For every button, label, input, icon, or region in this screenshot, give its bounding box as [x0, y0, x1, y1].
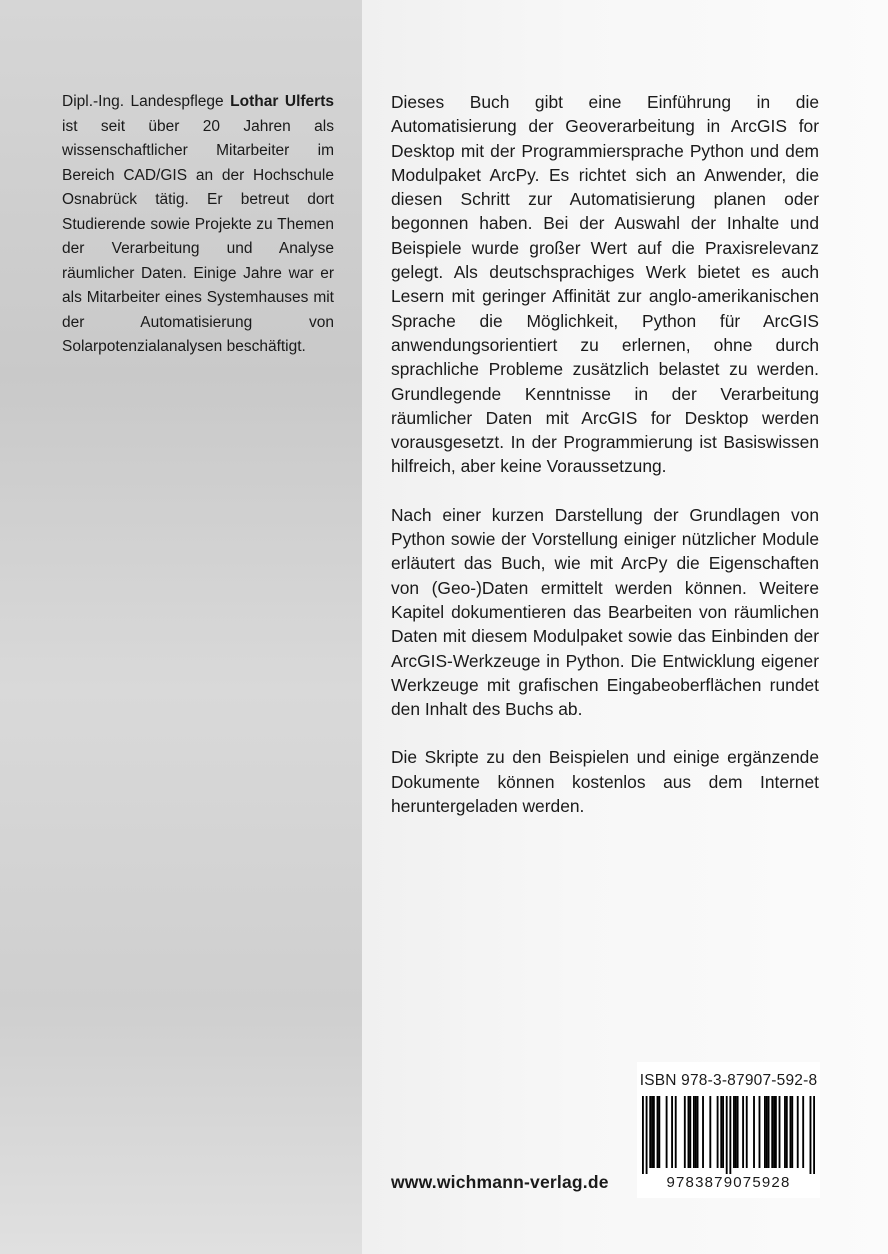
barcode-bar: [657, 1096, 659, 1168]
barcode-bar: [779, 1096, 781, 1168]
barcode-bar: [733, 1096, 735, 1168]
barcode-graphic: [642, 1096, 815, 1174]
author-name: Lothar Ulferts: [230, 93, 334, 110]
barcode-bar: [646, 1096, 648, 1174]
barcode-bar: [642, 1096, 644, 1174]
barcode-bar: [666, 1096, 668, 1168]
book-description: [391, 90, 819, 842]
barcode-bar: [802, 1096, 804, 1168]
barcode-bar: [726, 1096, 728, 1174]
barcode-bar: [693, 1096, 695, 1168]
barcode-bar: [651, 1096, 653, 1168]
barcode-bar: [722, 1096, 724, 1168]
description-paragraph-3: Die Skripte zu den Beispielen und einige ergänzende Dokumente können kostenlos aus dem Internet heruntergeladen werden.: [391, 747, 819, 817]
barcode-bar: [786, 1096, 788, 1168]
barcode-bar: [675, 1096, 677, 1168]
barcode-bar: [773, 1096, 775, 1168]
barcode-bar: [742, 1096, 744, 1168]
barcode-bar: [717, 1096, 719, 1168]
barcode-bar: [775, 1096, 777, 1168]
barcode-number: 9783879075928: [666, 1174, 791, 1191]
barcode-bar: [688, 1096, 690, 1168]
barcode-bar: [810, 1096, 812, 1174]
description-paragraph-1: Dieses Buch gibt eine Einführung in die Automatisierung der Geoverarbeitung in ArcGIS for Desktop mit der Programmiersprache Python und dem Modulpaket ArcPy. Es richtet sich an Anwender, die diesen Schritt zur Automatisierung planen oder begonnen haben. Bei der Auswahl der Inhalte und Beispiele wurde großer Wert auf die Praxisrelevanz gelegt. Als deutschsprachiges Werk bietet es auch Lesern mit geringer Affinität zur anglo-amerikanischen Sprache die Möglichkeit, Python für ArcGIS anwendungsorientiert zu erlernen, ohne durch sprachliche Probleme zusätzlich belastet zu werden. Grundlegende Kenntnisse in der Verarbeitung räumlicher Daten mit ArcGIS for Desktop werden vorausgesetzt. In der Programmierung ist Basiswissen hilfreich, aber keine Voraussetzung.: [391, 92, 819, 477]
barcode-bar: [653, 1096, 655, 1168]
barcode-bar: [720, 1096, 722, 1168]
barcode-bar: [671, 1096, 673, 1168]
author-intro: Dipl.-Ing. Landespflege: [62, 93, 231, 110]
barcode-bar: [702, 1096, 704, 1168]
barcode-bar: [766, 1096, 768, 1168]
barcode-bar: [759, 1096, 761, 1168]
barcode-bar: [737, 1096, 739, 1168]
barcode-bar: [689, 1096, 691, 1168]
barcode-bar: [764, 1096, 766, 1168]
barcode-bar: [695, 1096, 697, 1168]
barcode-bar: [768, 1096, 770, 1168]
barcode-bar: [684, 1096, 686, 1168]
publisher-website[interactable]: www.wichmann-verlag.de: [391, 1172, 609, 1192]
barcode-bar: [753, 1096, 755, 1168]
barcode-bar: [735, 1096, 737, 1168]
barcode-bar: [790, 1096, 792, 1168]
barcode-bar: [771, 1096, 773, 1168]
barcode-bar: [709, 1096, 711, 1168]
barcode-bar: [697, 1096, 699, 1168]
barcode-bar: [813, 1096, 815, 1174]
barcode-bar: [784, 1096, 786, 1168]
barcode-bar: [658, 1096, 660, 1168]
author-bio: [62, 90, 334, 360]
barcode-bar: [746, 1096, 748, 1168]
isbn-barcode-box: [637, 1062, 820, 1198]
author-bio-text: ist seit über 20 Jahren als wissenschaftlicher Mitarbeiter im Bereich CAD/GIS an der Hochschule Osnabrück tätig. Er betreut dort Studierende sowie Projekte zu Themen der Verarbeitung und Analyse räumlicher Daten. Einige Jahre war er als Mitarbeiter eines Systemhauses mit der Automatisierung von Solarpotenzialanalysen beschäftigt.: [62, 117, 334, 355]
isbn-label: ISBN 978-3-87907-592-8: [639, 1072, 818, 1089]
description-paragraph-2: Nach einer kurzen Darstellung der Grundlagen von Python sowie der Vorstellung einiger nützlicher Module erläutert das Buch, wie mit ArcPy die Eigenschaften von (Geo-)Daten ermittelt werden können. Weitere Kapitel dokumentieren das Bearbeiten von räumlichen Daten mit diesem Modulpaket sowie das Einbinden der ArcGIS-Werkzeuge in Python. Die Entwicklung eigener Werkzeuge mit grafischen Eingabeoberflächen rundet den Inhalt des Buchs ab.: [391, 504, 819, 720]
barcode-bar: [729, 1096, 731, 1174]
barcode-bar: [649, 1096, 651, 1168]
barcode-bar: [797, 1096, 799, 1168]
barcode-bar: [791, 1096, 793, 1168]
